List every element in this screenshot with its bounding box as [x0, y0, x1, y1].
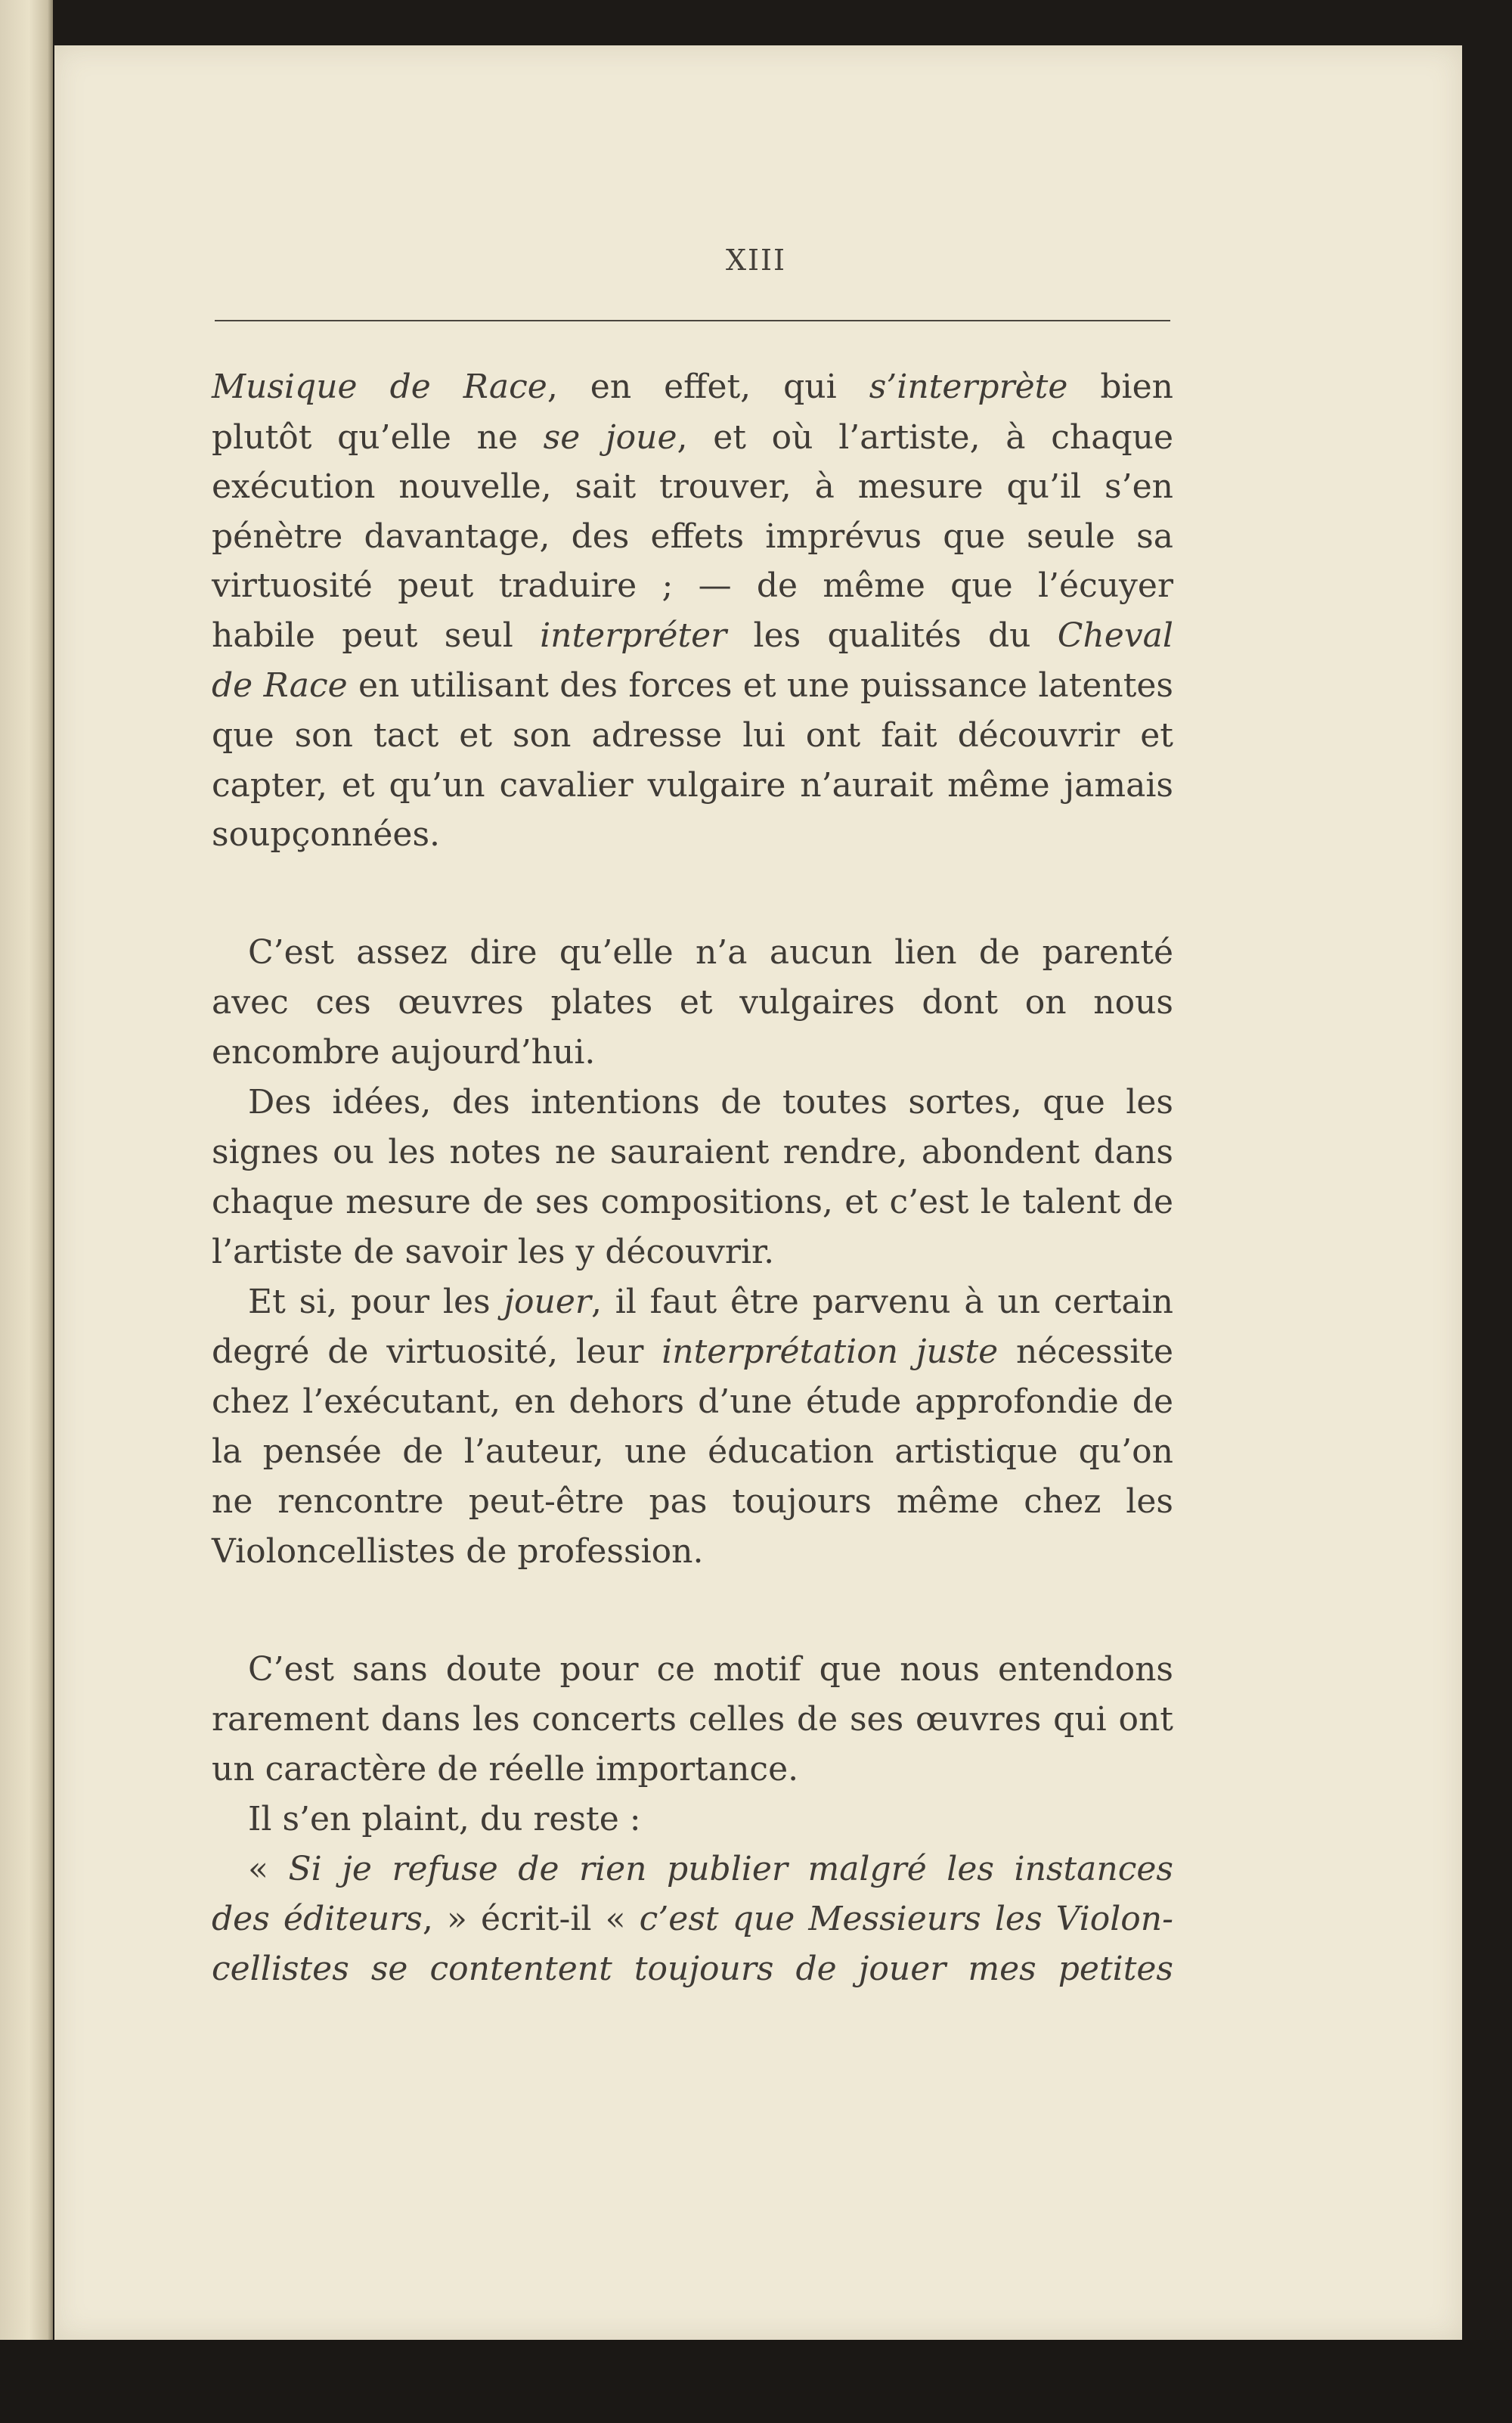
- text-run: les qualités du: [727, 616, 1058, 655]
- italic-text: de Race: [212, 666, 348, 705]
- text-run: virtuosité peut traduire ; — de même que l’écuyer: [212, 566, 1173, 605]
- text-line: [212, 365, 1173, 410]
- text-line: [248, 1280, 1173, 1325]
- text-line: [212, 415, 1173, 461]
- text-run: la pensée de l’auteur, une éducation artistique qu’on: [212, 1432, 1173, 1471]
- text-run: Violoncellistes de profession.: [212, 1532, 704, 1571]
- text-line: [212, 663, 1173, 709]
- text-line: [212, 1697, 1173, 1742]
- text-line: [248, 1797, 1173, 1842]
- text-run: en utilisant des forces et une puissance latentes: [347, 666, 1174, 705]
- italic-text: c’est que Messieurs les Violon-: [639, 1900, 1173, 1938]
- text-line: [212, 1897, 1173, 1942]
- text-run: ne rencontre peut-être pas toujours même chez les: [212, 1482, 1173, 1521]
- text-line: [212, 713, 1173, 759]
- text-run: l’artiste de savoir les y découvrir.: [212, 1233, 775, 1271]
- text-run: «: [248, 1850, 289, 1888]
- italic-text: se joue: [543, 418, 677, 457]
- text-line: [212, 514, 1173, 560]
- text-run: , et où l’artiste, à chaque: [677, 418, 1173, 457]
- text-line: [212, 763, 1173, 808]
- text-line: [212, 1230, 1173, 1275]
- text-run: plutôt qu’elle ne: [212, 418, 544, 457]
- italic-text: interpréter: [540, 616, 727, 655]
- text-run: rarement dans les concerts celles de ses œuvres qui ont: [212, 1700, 1173, 1739]
- text-run: degré de virtuosité, leur: [212, 1332, 662, 1371]
- text-line: [212, 613, 1173, 659]
- text-run: , » écrit-il «: [422, 1900, 640, 1938]
- text-line: [212, 812, 1173, 858]
- italic-text: des éditeurs: [212, 1900, 423, 1938]
- text-line: [212, 464, 1173, 510]
- text-run: un caractère de réelle importance.: [212, 1750, 799, 1789]
- text-line: [212, 1329, 1173, 1375]
- text-run: nécessite: [998, 1332, 1173, 1371]
- text-run: , il faut être parvenu à un certain: [590, 1283, 1173, 1321]
- text-run: chaque mesure de ses compositions, et c’est le talent de: [212, 1183, 1173, 1221]
- italic-text: Musique de Race: [212, 368, 547, 406]
- italic-text: interprétation juste: [662, 1332, 999, 1371]
- text-run: avec ces œuvres plates et vulgaires dont on nous: [212, 983, 1173, 1022]
- italic-text: jouer: [503, 1283, 591, 1321]
- text-line: [212, 980, 1173, 1025]
- italic-text: Cheval: [1057, 616, 1173, 655]
- text-run: soupçonnées.: [212, 815, 441, 854]
- text-line: [212, 1529, 1173, 1574]
- italic-text: cellistes se contentent toujours de jouer mes petites: [212, 1950, 1173, 1988]
- text-run: C’est assez dire qu’elle n’a aucun lien de parenté: [248, 933, 1173, 972]
- text-line: [212, 1429, 1173, 1475]
- text-run: habile peut seul: [212, 616, 541, 655]
- text-run: capter, et qu’un cavalier vulgaire n’aurait même jamais: [212, 766, 1173, 805]
- text-run: chez l’exécutant, en dehors d’une étude approfondie de: [212, 1382, 1173, 1421]
- text-line: [212, 1747, 1173, 1792]
- text-run: exécution nouvelle, sait trouver, à mesure qu’il s’en: [212, 467, 1173, 506]
- text-line: [212, 1130, 1173, 1175]
- text-line: [248, 1847, 1173, 1892]
- text-line: [212, 1379, 1173, 1425]
- text-line: [248, 1647, 1173, 1692]
- text-line: [248, 1080, 1173, 1125]
- text-line: [212, 1947, 1173, 1992]
- text-run: que son tact et son adresse lui ont fait découvrir et: [212, 716, 1173, 755]
- text-line: [212, 1180, 1173, 1225]
- text-run: Et si, pour les: [248, 1283, 504, 1321]
- text-run: Il s’en plaint, du reste :: [248, 1800, 641, 1838]
- text-line: [212, 1030, 1173, 1075]
- text-run: C’est sans doute pour ce motif que nous entendons: [248, 1650, 1173, 1689]
- page-number: XIII: [725, 244, 787, 277]
- text-run: pénètre davantage, des effets imprévus que seule sa: [212, 517, 1173, 556]
- text-run: , en effet, qui: [547, 368, 869, 406]
- italic-text: Si je refuse de rien publier malgré les instances: [288, 1850, 1174, 1888]
- header-rule: [215, 320, 1170, 321]
- text-run: Des idées, des intentions de toutes sortes, que les: [248, 1083, 1173, 1122]
- text-line: [212, 1479, 1173, 1525]
- text-line: [248, 930, 1173, 976]
- text-run: bien: [1067, 368, 1173, 406]
- italic-text: s’interprète: [869, 368, 1068, 406]
- text-run: signes ou les notes ne sauraient rendre, abondent dans: [212, 1133, 1173, 1171]
- text-run: encombre aujourd’hui.: [212, 1033, 596, 1072]
- text-line: [212, 563, 1173, 609]
